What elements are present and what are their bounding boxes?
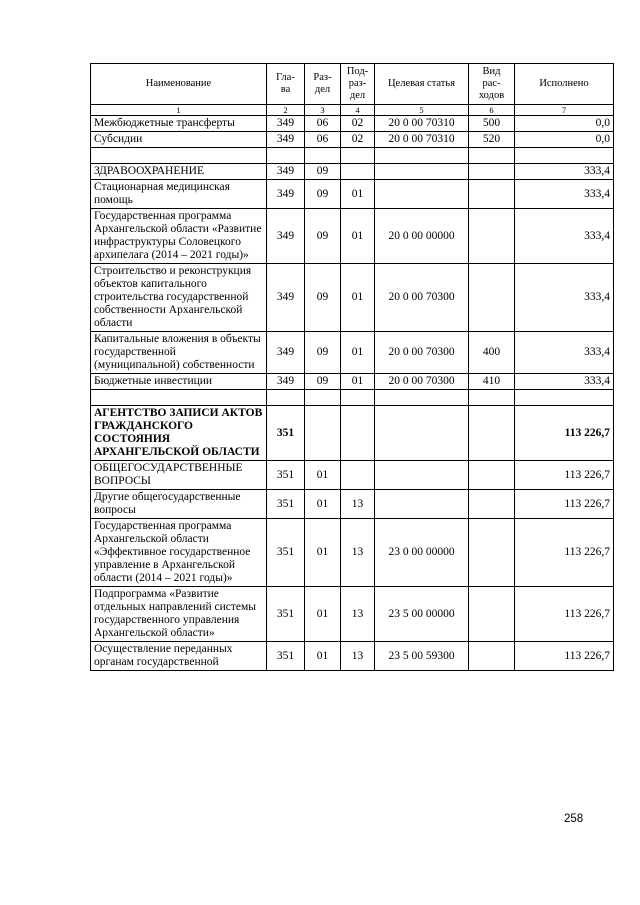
row-amount: 113 226,7 xyxy=(515,519,614,587)
row-subsection: 01 xyxy=(341,374,375,390)
row-amount: 113 226,7 xyxy=(515,642,614,671)
row-subsection xyxy=(341,461,375,490)
table-row xyxy=(91,332,614,374)
row-target-article: 20 0 00 00000 xyxy=(375,209,469,264)
row-subsection: 01 xyxy=(341,180,375,209)
row-subsection: 13 xyxy=(341,587,375,642)
header-expense-type: Вид рас- ходов xyxy=(469,64,515,105)
row-target-article: 23 5 00 59300 xyxy=(375,642,469,671)
row-target-article: 20 0 00 70310 xyxy=(375,132,469,148)
empty-cell xyxy=(305,390,341,406)
row-target-article: 23 5 00 00000 xyxy=(375,587,469,642)
empty-cell xyxy=(91,148,267,164)
row-subsection xyxy=(341,406,375,461)
row-target-article xyxy=(375,461,469,490)
row-subsection: 01 xyxy=(341,264,375,332)
row-section: 01 xyxy=(305,490,341,519)
header-razdel: Раз- дел xyxy=(305,64,341,105)
column-number: 2 xyxy=(267,105,305,116)
row-name: Другие общегосударственные вопросы xyxy=(91,490,267,519)
row-subsection: 13 xyxy=(341,519,375,587)
row-name: Осуществление переданных органам государственной xyxy=(91,642,267,671)
table-row xyxy=(91,264,614,332)
table-row xyxy=(91,374,614,390)
row-amount: 0,0 xyxy=(515,132,614,148)
empty-cell xyxy=(515,390,614,406)
row-amount: 0,0 xyxy=(515,116,614,132)
row-target-article xyxy=(375,164,469,180)
row-amount: 113 226,7 xyxy=(515,461,614,490)
row-name: ОБЩЕГОСУДАРСТВЕННЫЕ ВОПРОСЫ xyxy=(91,461,267,490)
row-section: 09 xyxy=(305,374,341,390)
row-chapter: 349 xyxy=(267,132,305,148)
row-section: 09 xyxy=(305,209,341,264)
column-number: 3 xyxy=(305,105,341,116)
row-target-article xyxy=(375,490,469,519)
row-chapter: 349 xyxy=(267,332,305,374)
row-section: 09 xyxy=(305,180,341,209)
column-number: 1 xyxy=(91,105,267,116)
row-name: ЗДРАВООХРАНЕНИЕ xyxy=(91,164,267,180)
row-name: Субсидии xyxy=(91,132,267,148)
row-subsection: 13 xyxy=(341,642,375,671)
row-chapter: 351 xyxy=(267,587,305,642)
budget-execution-table xyxy=(90,63,614,671)
header-executed: Исполнено xyxy=(515,64,614,105)
header-target-article: Целевая статья xyxy=(375,64,469,105)
row-section: 01 xyxy=(305,587,341,642)
header-podrazdel: Под- раз- дел xyxy=(341,64,375,105)
page-number: 258 xyxy=(564,813,584,825)
row-section: 01 xyxy=(305,519,341,587)
row-target-article xyxy=(375,180,469,209)
empty-cell xyxy=(267,148,305,164)
empty-cell xyxy=(341,390,375,406)
column-number: 4 xyxy=(341,105,375,116)
row-section: 09 xyxy=(305,164,341,180)
header-name: Наименование xyxy=(91,64,267,105)
empty-cell xyxy=(375,148,469,164)
row-target-article: 20 0 00 70310 xyxy=(375,116,469,132)
row-expense-type xyxy=(469,587,515,642)
row-target-article: 23 0 00 00000 xyxy=(375,519,469,587)
empty-cell xyxy=(267,390,305,406)
empty-cell xyxy=(515,148,614,164)
row-name: Государственная программа Архангельской области «Эффективное государственное управление в Архангельской области (2014 – 2021 годы)» xyxy=(91,519,267,587)
table-row xyxy=(91,116,614,132)
row-name: Бюджетные инвестиции xyxy=(91,374,267,390)
row-expense-type xyxy=(469,642,515,671)
row-name: Подпрограмма «Развитие отдельных направлений системы государственного управления Архангельской области» xyxy=(91,587,267,642)
empty-cell xyxy=(375,390,469,406)
row-subsection xyxy=(341,164,375,180)
row-chapter: 351 xyxy=(267,490,305,519)
row-expense-type xyxy=(469,180,515,209)
row-expense-type xyxy=(469,490,515,519)
row-section xyxy=(305,406,341,461)
column-number-row xyxy=(91,105,614,116)
column-number: 7 xyxy=(515,105,614,116)
table-row xyxy=(91,132,614,148)
empty-cell xyxy=(469,148,515,164)
row-chapter: 349 xyxy=(267,264,305,332)
row-expense-type xyxy=(469,264,515,332)
row-expense-type: 400 xyxy=(469,332,515,374)
row-section: 01 xyxy=(305,642,341,671)
table-row xyxy=(91,209,614,264)
row-expense-type: 520 xyxy=(469,132,515,148)
table-row xyxy=(91,490,614,519)
row-chapter: 351 xyxy=(267,461,305,490)
row-amount: 113 226,7 xyxy=(515,490,614,519)
row-name: Капитальные вложения в объекты государственной (муниципальной) собственности xyxy=(91,332,267,374)
row-target-article xyxy=(375,406,469,461)
column-number: 5 xyxy=(375,105,469,116)
row-section: 01 xyxy=(305,461,341,490)
row-expense-type xyxy=(469,461,515,490)
row-section: 09 xyxy=(305,264,341,332)
row-name: Государственная программа Архангельской области «Развитие инфраструктуры Соловецкого архипелага (2014 – 2021 годы)» xyxy=(91,209,267,264)
spacer-row xyxy=(91,390,614,406)
header-row xyxy=(91,64,614,105)
row-chapter: 351 xyxy=(267,642,305,671)
row-subsection: 02 xyxy=(341,132,375,148)
row-chapter: 349 xyxy=(267,374,305,390)
table-row xyxy=(91,180,614,209)
row-amount: 333,4 xyxy=(515,332,614,374)
table-row xyxy=(91,406,614,461)
table-body xyxy=(91,116,614,671)
row-amount: 333,4 xyxy=(515,209,614,264)
row-amount: 113 226,7 xyxy=(515,406,614,461)
row-expense-type: 500 xyxy=(469,116,515,132)
table-row xyxy=(91,461,614,490)
row-expense-type xyxy=(469,406,515,461)
table-row xyxy=(91,587,614,642)
table-row xyxy=(91,164,614,180)
row-subsection: 13 xyxy=(341,490,375,519)
row-subsection: 01 xyxy=(341,209,375,264)
empty-cell xyxy=(91,390,267,406)
table-row xyxy=(91,642,614,671)
row-name: Межбюджетные трансферты xyxy=(91,116,267,132)
row-expense-type: 410 xyxy=(469,374,515,390)
row-expense-type xyxy=(469,519,515,587)
table-row xyxy=(91,519,614,587)
empty-cell xyxy=(469,390,515,406)
row-target-article: 20 0 00 70300 xyxy=(375,332,469,374)
row-section: 06 xyxy=(305,116,341,132)
row-name: Строительство и реконструкция объектов капитального строительства государственной собственности Архангельской области xyxy=(91,264,267,332)
row-expense-type xyxy=(469,164,515,180)
row-chapter: 349 xyxy=(267,209,305,264)
row-amount: 113 226,7 xyxy=(515,587,614,642)
row-amount: 333,4 xyxy=(515,264,614,332)
row-section: 06 xyxy=(305,132,341,148)
row-target-article: 20 0 00 70300 xyxy=(375,374,469,390)
row-name: Стационарная медицинская помощь xyxy=(91,180,267,209)
empty-cell xyxy=(305,148,341,164)
row-amount: 333,4 xyxy=(515,374,614,390)
row-chapter: 349 xyxy=(267,116,305,132)
empty-cell xyxy=(341,148,375,164)
row-subsection: 02 xyxy=(341,116,375,132)
row-name: АГЕНТСТВО ЗАПИСИ АКТОВ ГРАЖДАНСКОГО СОСТОЯНИЯ АРХАНГЕЛЬСКОЙ ОБЛАСТИ xyxy=(91,406,267,461)
row-chapter: 351 xyxy=(267,519,305,587)
row-expense-type xyxy=(469,209,515,264)
row-subsection: 01 xyxy=(341,332,375,374)
row-target-article: 20 0 00 70300 xyxy=(375,264,469,332)
row-amount: 333,4 xyxy=(515,164,614,180)
row-chapter: 349 xyxy=(267,180,305,209)
header-glava: Гла- ва xyxy=(267,64,305,105)
column-number: 6 xyxy=(469,105,515,116)
row-chapter: 351 xyxy=(267,406,305,461)
row-section: 09 xyxy=(305,332,341,374)
row-chapter: 349 xyxy=(267,164,305,180)
spacer-row xyxy=(91,148,614,164)
row-amount: 333,4 xyxy=(515,180,614,209)
